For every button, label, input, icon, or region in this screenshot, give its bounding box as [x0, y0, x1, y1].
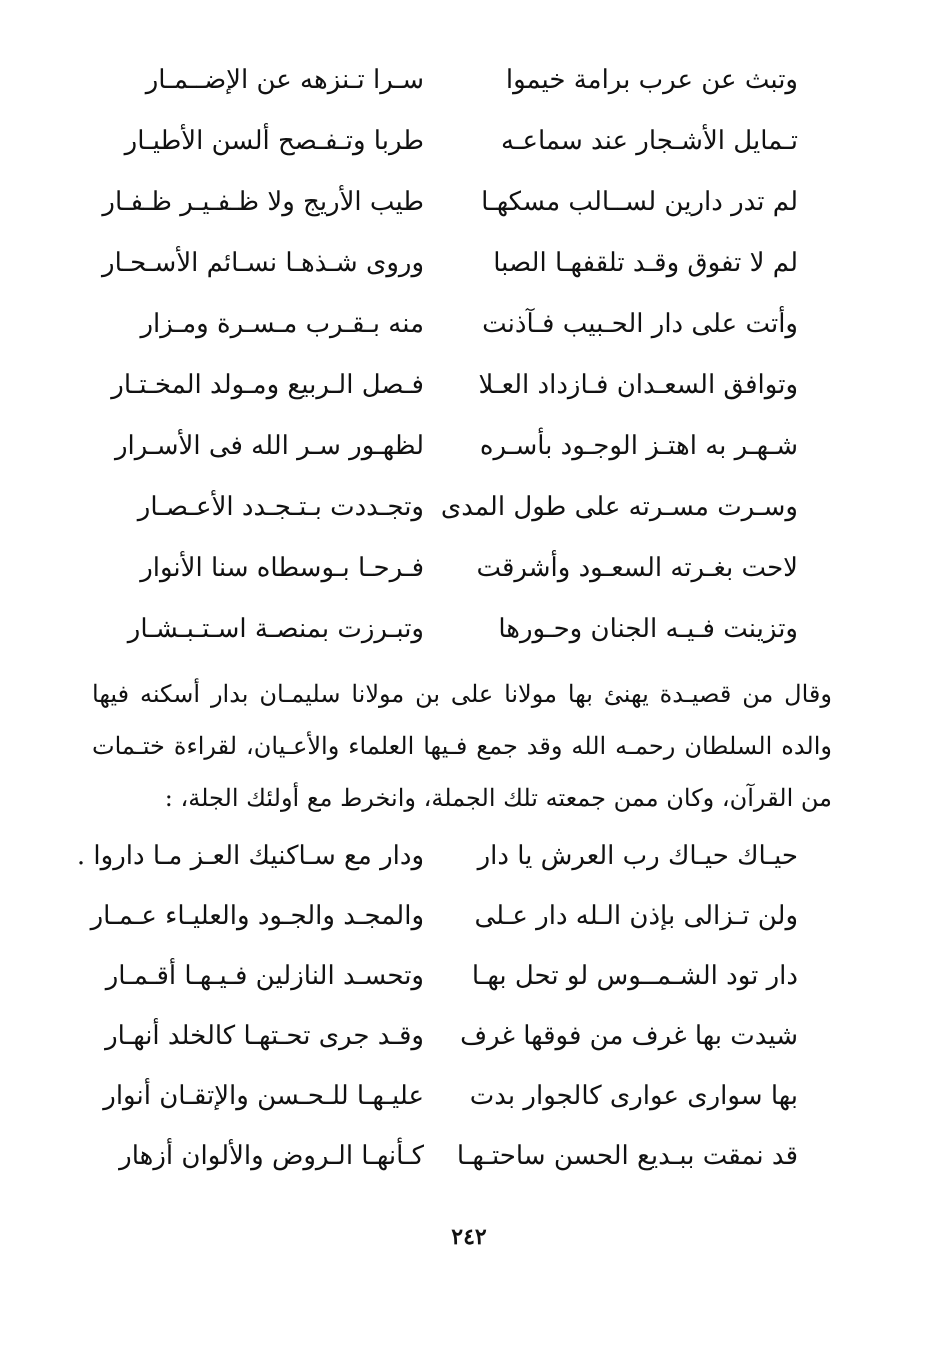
- verse: [0, 828, 938, 888]
- verse-second-hemistich: وتحسـد النازلين فـيـهـا أقـمـار: [105, 961, 424, 991]
- verse-second-hemistich: طربا وتـفـصح ألسن الأطيـار: [124, 126, 424, 156]
- verse: [0, 1068, 938, 1128]
- verse-first-hemistich: وتزينت فـيـه الجنان وحـورها: [498, 614, 798, 644]
- verse-first-hemistich: وسـرت مسـرته على طول المدى: [440, 492, 798, 522]
- page-number: ٢٤٢: [451, 1224, 487, 1250]
- verse-first-hemistich: وأتت على دار الحـبيب فـآذنت: [482, 309, 798, 339]
- verse-first-hemistich: بها سوارى عوارى كالجوار بدت: [469, 1081, 798, 1111]
- verse: [0, 540, 938, 601]
- verse: [0, 1008, 938, 1068]
- verse-second-hemistich: ودار مع سـاكنيك العـز مـا داروا .: [76, 841, 424, 871]
- verse-second-hemistich: وروى شـذهـا نسـائم الأسـحـار: [102, 248, 424, 278]
- verse-first-hemistich: تـمايل الأشـجار عند سماعـه: [500, 126, 798, 156]
- verse-second-hemistich: فـرحـا بـوسطاه سنا الأنوار: [140, 553, 424, 583]
- verse: [0, 235, 938, 296]
- verse: [0, 357, 938, 418]
- verse-second-hemistich: لظهـور سـر الله فى الأسـرار: [114, 431, 424, 461]
- verse-first-hemistich: حيـاك حيـاك رب العرش يا دار: [477, 841, 798, 871]
- verse-first-hemistich: وتبث عن عرب برامة خيموا: [505, 65, 798, 95]
- verse-second-hemistich: وتبـرزت بمنصـة اسـتـبـشـار: [127, 614, 424, 644]
- verse: [0, 948, 938, 1008]
- verse-first-hemistich: شـهـر به اهتـز الوجـود بأسـره: [479, 431, 798, 461]
- verse-first-hemistich: وتوافق السعـدان فـازداد العـلا: [478, 370, 798, 400]
- prose-text: وقال من قصيـدة يهنئ بها مولانا على بن مولانا سليمـان بدار أسكنه فيها والده السلطان رحمـه الله وقد جمع فـيها العلماء والأعـيان، لقراءة ختـمات من القرآن، وكان ممن جمعته تلك الجملة، وانخرط مع أولئك الجلة، :: [92, 680, 832, 812]
- verse: [0, 479, 938, 540]
- verse-second-hemistich: منه بـقـرب مـسـرة ومـزار: [140, 309, 424, 339]
- verse-second-hemistich: وقـد جرى تحـتهـا كالخلد أنهـار: [105, 1021, 424, 1051]
- verse-second-hemistich: وتجـددت بـتـجـدد الأعـصـار: [137, 492, 424, 522]
- verse-first-hemistich: لاحت بغـرته السعـود وأشرقت: [476, 553, 798, 583]
- verse: [0, 601, 938, 662]
- verse: [0, 418, 938, 479]
- verse-first-hemistich: شيدت بها غرف من فوقها غرف: [460, 1021, 798, 1051]
- verse: [0, 296, 938, 357]
- verse-second-hemistich: فـصل الـربيع ومـولد المخـتـار: [111, 370, 424, 400]
- verse-second-hemistich: كـأنهـا الـروض والألوان أزهار: [119, 1141, 424, 1171]
- verse: [0, 52, 938, 113]
- verse-second-hemistich: والمجـد والجـود والعليـاء عـمـار: [90, 901, 424, 931]
- verse-first-hemistich: لم لا تفوق وقـد تلقفهـا الصبا: [493, 248, 798, 278]
- verse-second-hemistich: سـرا تـنزهه عن الإضــمـار: [145, 65, 424, 95]
- verse-first-hemistich: دار تود الشـمــوس لو تحل بهـا: [471, 961, 798, 991]
- verse-second-hemistich: عليـهـا للـحـسن والإتقـان أنوار: [103, 1081, 424, 1111]
- verse: [0, 1128, 938, 1188]
- verse-first-hemistich: ولن تـزالى بإذن الـله دار عـلى: [474, 901, 798, 931]
- poem-bottom: [0, 828, 938, 1188]
- verse-first-hemistich: قد نمقت ببـديع الحسن ساحتـهـا: [456, 1141, 798, 1171]
- verse: [0, 888, 938, 948]
- verse-second-hemistich: طيب الأريج ولا ظـفـيـر ظـفـار: [102, 187, 424, 217]
- verse: [0, 174, 938, 235]
- verse: [0, 113, 938, 174]
- verse-first-hemistich: لم تدر دارين لســالب مسكهـا: [481, 187, 798, 217]
- prose-paragraph: [92, 668, 832, 824]
- poem-top: [0, 52, 938, 662]
